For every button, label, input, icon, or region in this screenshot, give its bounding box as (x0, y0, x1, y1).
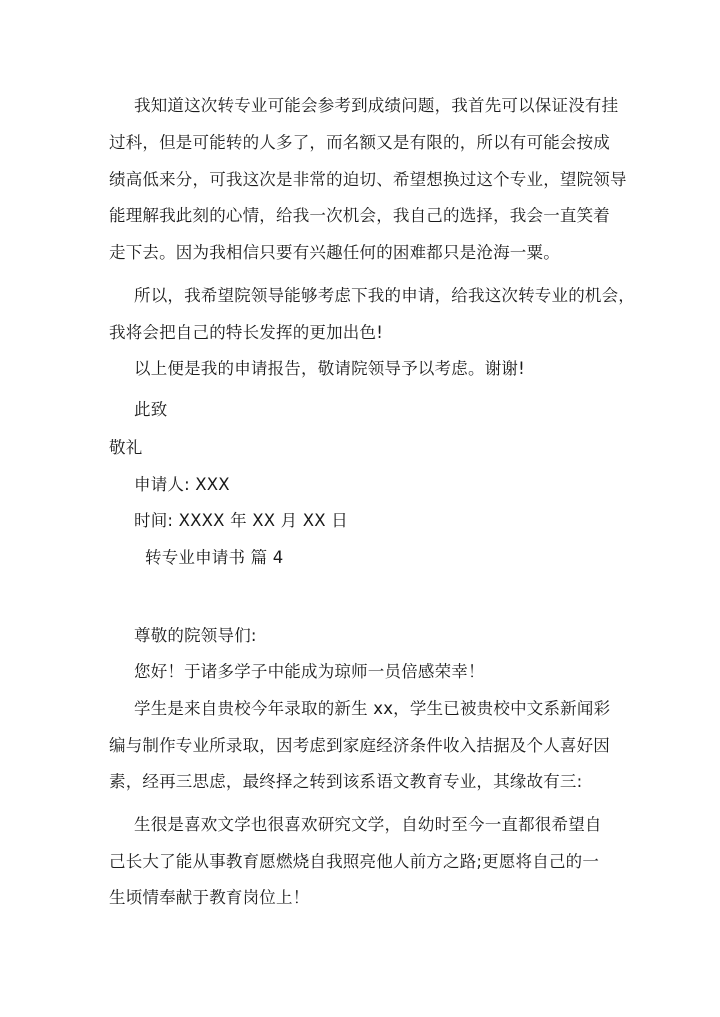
salutation-zhici: 此致 (134, 400, 168, 419)
paragraph-line: 生顷情奉献于教育岗位上！ (109, 888, 310, 907)
paragraph-line: 走下去。因为我相信只要有兴趣任何的困难都只是沧海一粟。 (109, 243, 560, 262)
paragraph-line: 学生是来自贵校今年录取的新生 xx，学生已被贵校中文系新闻彩 (134, 699, 611, 718)
letter-opening: 您好！于诸多学子中能成为琼师一员倍感荣幸！ (134, 662, 485, 681)
closing-line: 以上便是我的申请报告，敬请院领导予以考虑。谢谢! (134, 359, 525, 378)
paragraph-line: 生很是喜欢文学也很喜欢研究文学，自幼时至今一直都很希望自 (134, 815, 602, 834)
paragraph-line: 绩高低来分，可我这次是非常的迫切、希望想换过这个专业，望院领导 (109, 170, 627, 189)
section-heading: 转专业申请书 篇 4 (145, 548, 284, 567)
paragraph-line: 素，经再三思虑，最终择之转到该系语文教育专业，其缘故有三: (109, 772, 583, 791)
paragraph-line: 编与制作专业所录取，因考虑到家庭经济条件收入拮据及个人喜好因 (109, 736, 610, 755)
paragraph-line: 能理解我此刻的心情，给我一次机会，我自己的选择，我会一直笑着 (109, 206, 610, 225)
paragraph-line: 己长大了能从事教育愿燃烧自我照亮他人前方之路;更愿将自己的一 (109, 852, 600, 871)
salutation-jingli: 敬礼 (109, 438, 143, 457)
paragraph-line: 过科，但是可能转的人多了，而名额又是有限的，所以有可能会按成 (109, 133, 610, 152)
paragraph-line: 我将会把自己的特长发挥的更加出色! (109, 323, 384, 342)
letter-greeting: 尊敬的院领导们: (134, 626, 257, 645)
date-line: 时间: XXXX 年 XX 月 XX 日 (134, 511, 348, 530)
paragraph-line: 所以，我希望院领导能够考虑下我的申请，给我这次转专业的机会， (134, 286, 635, 305)
applicant-line: 申请人: XXX (134, 475, 230, 494)
paragraph-line: 我知道这次转专业可能会参考到成绩问题，我首先可以保证没有挂 (134, 96, 619, 115)
